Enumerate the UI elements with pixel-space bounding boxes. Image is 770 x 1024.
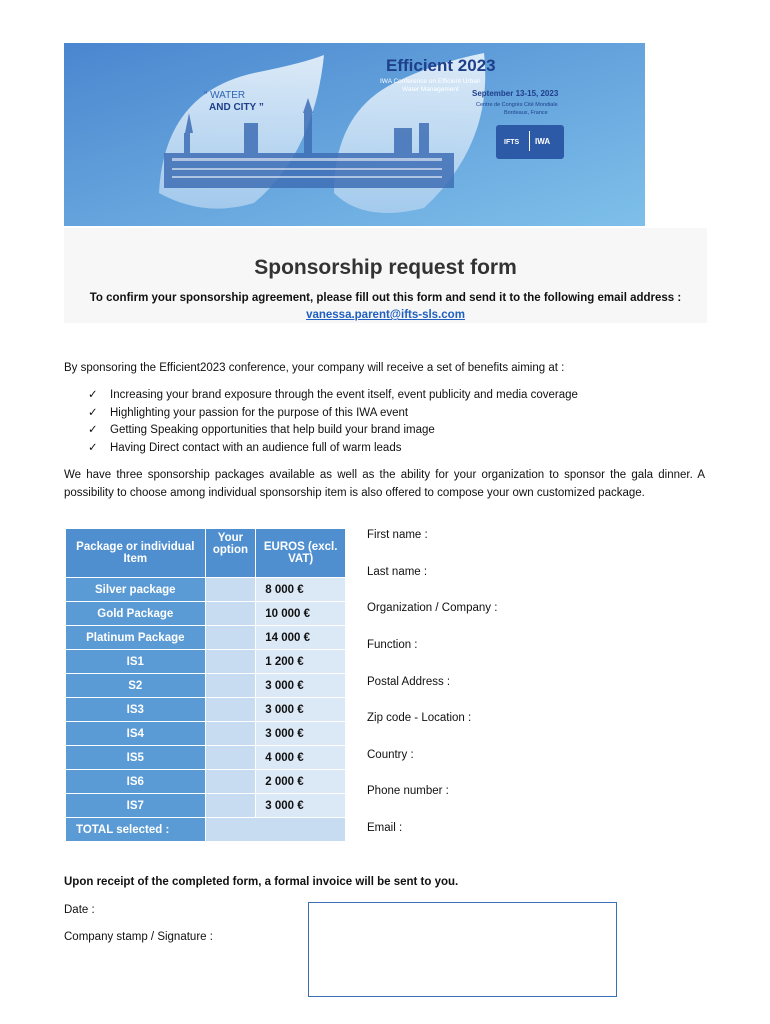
table-row (66, 602, 346, 626)
banner-subtitle-2: Water Management (402, 86, 459, 93)
column-header-option: Your option (205, 529, 256, 578)
package-price: 3 000 € (256, 722, 346, 746)
package-price: 3 000 € (256, 794, 346, 818)
list-item (88, 440, 578, 458)
package-price: 1 200 € (256, 650, 346, 674)
package-table (65, 528, 346, 842)
option-cell[interactable] (205, 602, 256, 626)
banner-slogan-2: AND CITY ” (209, 102, 264, 113)
banner-dates: September 13-15, 2023 (472, 89, 559, 98)
last-name-field[interactable]: Last name : (367, 566, 428, 578)
table-row (66, 746, 346, 770)
organization-field[interactable]: Organization / Company : (367, 602, 498, 614)
package-price: 10 000 € (256, 602, 346, 626)
phone-number-field[interactable]: Phone number : (367, 785, 449, 797)
package-price: 3 000 € (256, 674, 346, 698)
table-row (66, 722, 346, 746)
total-row (66, 818, 346, 842)
option-cell[interactable] (205, 650, 256, 674)
option-cell[interactable] (205, 674, 256, 698)
table-row (66, 674, 346, 698)
country-field[interactable]: Country : (367, 749, 414, 761)
package-name: IS6 (66, 770, 206, 794)
form-instructions: To confirm your sponsorship agreement, please fill out this form and send it to the following email address : (89, 292, 682, 304)
column-header-price: EUROS (excl. VAT) (256, 529, 346, 578)
total-label: TOTAL selected : (66, 818, 206, 842)
ifts-logo-text: IFTS (504, 139, 520, 146)
package-name: IS4 (66, 722, 206, 746)
postal-address-field[interactable]: Postal Address : (367, 676, 451, 688)
benefit-text: Getting Speaking opportunities that help build your brand image (110, 424, 435, 436)
table-row (66, 578, 346, 602)
package-name: IS5 (66, 746, 206, 770)
check-icon: ✓ (88, 389, 98, 401)
banner-venue-1: Centre de Congrès Cité Mondiale (476, 102, 558, 108)
package-price: 3 000 € (256, 698, 346, 722)
package-price: 2 000 € (256, 770, 346, 794)
conference-banner (64, 43, 645, 226)
package-name: Platinum Package (66, 626, 206, 650)
intro-text: By sponsoring the Efficient2023 conference, your company will receive a set of benefits aiming at : (64, 362, 565, 374)
function-field[interactable]: Function : (367, 639, 418, 651)
check-icon: ✓ (88, 441, 98, 454)
check-icon: ✓ (88, 406, 98, 419)
package-price: 8 000 € (256, 578, 346, 602)
total-value-field[interactable] (205, 818, 345, 842)
banner-slogan-1: “ WATER (204, 90, 246, 101)
option-cell[interactable] (205, 578, 256, 602)
benefit-text: Having Direct contact with an audience full of warm leads (110, 441, 402, 454)
stamp-signature-label: Company stamp / Signature : (64, 931, 213, 943)
table-row (66, 698, 346, 722)
package-price: 4 000 € (256, 746, 346, 770)
table-row (66, 626, 346, 650)
package-name: Silver package (66, 578, 206, 602)
list-item (88, 422, 578, 440)
check-icon: ✓ (88, 424, 98, 436)
table-row (66, 770, 346, 794)
title-block (64, 228, 707, 323)
package-name: IS1 (66, 650, 206, 674)
option-cell[interactable] (205, 770, 256, 794)
table-row (66, 794, 346, 818)
package-name: IS7 (66, 794, 206, 818)
option-cell[interactable] (205, 794, 256, 818)
first-name-field[interactable]: First name : (367, 529, 428, 541)
banner-artwork (64, 43, 645, 226)
benefit-text: Increasing your brand exposure through the event itself, event publicity and media coverage (110, 389, 578, 401)
option-cell[interactable] (205, 746, 256, 770)
banner-event-name: Efficient 2023 (386, 56, 496, 75)
benefits-list (88, 387, 578, 457)
column-header-package: Package or individual Item (66, 529, 206, 578)
banner-venue-2: Bordeaux, France (504, 110, 548, 116)
form-title: Sponsorship request form (254, 256, 517, 279)
banner-subtitle-1: IWA Conference on Efficient Urban (380, 78, 481, 85)
package-name: S2 (66, 674, 206, 698)
contact-email-link[interactable]: vanessa.parent@ifts-sls.com (306, 309, 465, 321)
option-cell[interactable] (205, 722, 256, 746)
benefit-text: Highlighting your passion for the purpose of this IWA event (110, 406, 409, 419)
date-field[interactable]: Date : (64, 904, 95, 916)
list-item (88, 405, 578, 423)
list-item (88, 387, 578, 405)
option-cell[interactable] (205, 698, 256, 722)
option-cell[interactable] (205, 626, 256, 650)
zip-location-field[interactable]: Zip code - Location : (367, 712, 472, 724)
package-price: 14 000 € (256, 626, 346, 650)
iwa-logo-text: IWA (535, 137, 551, 146)
signature-box[interactable] (308, 902, 617, 997)
table-header-row (66, 529, 346, 578)
email-field[interactable]: Email : (367, 822, 403, 834)
package-name: IS3 (66, 698, 206, 722)
packages-description: We have three sponsorship packages available as well as the ability for your organization to sponsor the gala dinner. A possibility to choose among individual sponsorship item is also offered to compose your own customized package. (64, 469, 705, 499)
package-name: Gold Package (66, 602, 206, 626)
table-row (66, 650, 346, 674)
receipt-note: Upon receipt of the completed form, a formal invoice will be sent to you. (64, 876, 459, 888)
